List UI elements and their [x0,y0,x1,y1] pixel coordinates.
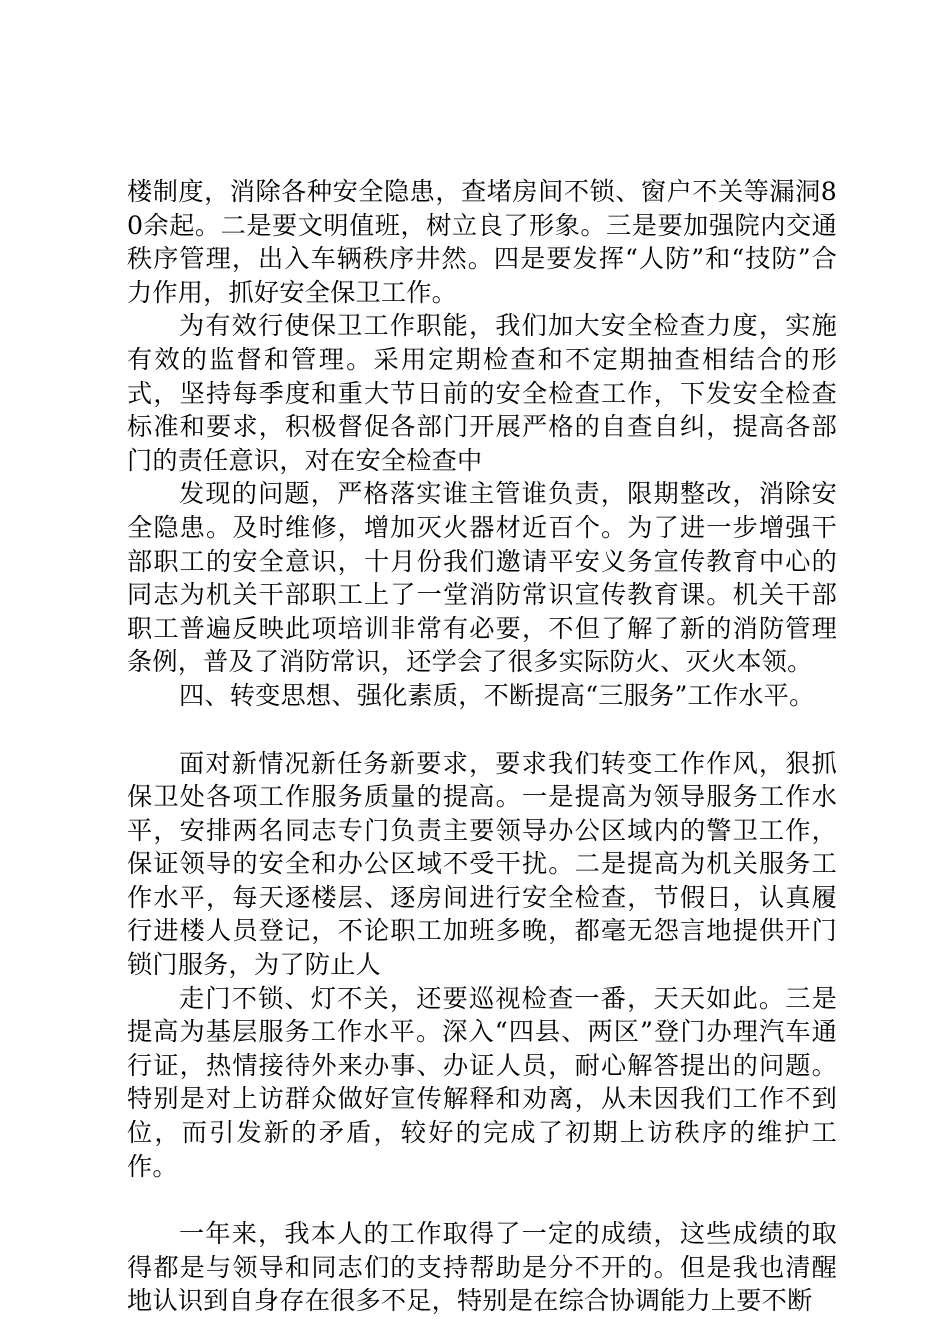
paragraph-grassroots-service: 走门不锁、灯不关，还要巡视检查一番，天天如此。三是提高为基层服务工作水平。深入“四县、两区”登门办理汽车通行证，热情接待外来办事、办证人员，耐心解答提出的问题。特别是对上访群众做好宣传解释和劝离，从未因我们工作不到位，而引发新的矛盾，较好的完成了初期上访秩序的维护工作。 [127,983,837,1181]
paragraph-service-quality: 面对新情况新任务新要求，要求我们转变工作作风，狠抓保卫处各项工作服务质量的提高。一是提高为领导服务工作水平，安排两名同志专门负责主要领导办公区域内的警卫工作，保证领导的安全和办公区域不受干扰。二是提高为机关服务工作水平，每天逐楼层、逐房间进行安全检查，节假日，认真履行进楼人员登记，不论职工加班多晚，都毫无怨言地提供开门锁门服务，为了防止人 [127,748,837,980]
paragraph-fire-safety-training: 发现的问题，严格落实谁主管谁负责，限期整改，消除安全隐患。及时维修，增加灭火器材近百个。为了进一步增强干部职工的安全意识，十月份我们邀请平安义务宣传教育中心的同志为机关干部职工上了一堂消防常识宣传教育课。机关干部职工普遍反映此项培训非常有必要，不但了解了新的消防管理条例，普及了消防常识，还学会了很多实际防火、灭火本领。 [127,479,837,677]
paragraph-safety-inspection: 为有效行使保卫工作职能，我们加大安全检查力度，实施有效的监督和管理。采用定期检查和不定期抽查相结合的形式，坚持每季度和重大节日前的安全检查工作，下发安全检查标准和要求，积极督促各部门开展严格的自查自纠，提高各部门的责任意识，对在安全检查中 [127,311,837,475]
document-body [127,175,837,1318]
section-heading-four: 四、转变思想、强化素质，不断提高“三服务”工作水平。 [179,680,815,710]
paragraph-continuation-security-measures: 楼制度，消除各种安全隐患，查堵房间不锁、窗户不关等漏洞80余起。二是要文明值班，树立良了形象。三是要加强院内交通秩序管理，出入车辆秩序井然。四是要发挥“人防”和“技防”合力作用，抓好安全保卫工作。 [127,177,837,307]
paragraph-year-summary: 一年来，我本人的工作取得了一定的成绩，这些成绩的取得都是与领导和同志们的支持帮助是分不开的。但是我也清醒地认识到自身存在很多不足，特别是在综合协调能力上要不断 [127,1219,837,1316]
